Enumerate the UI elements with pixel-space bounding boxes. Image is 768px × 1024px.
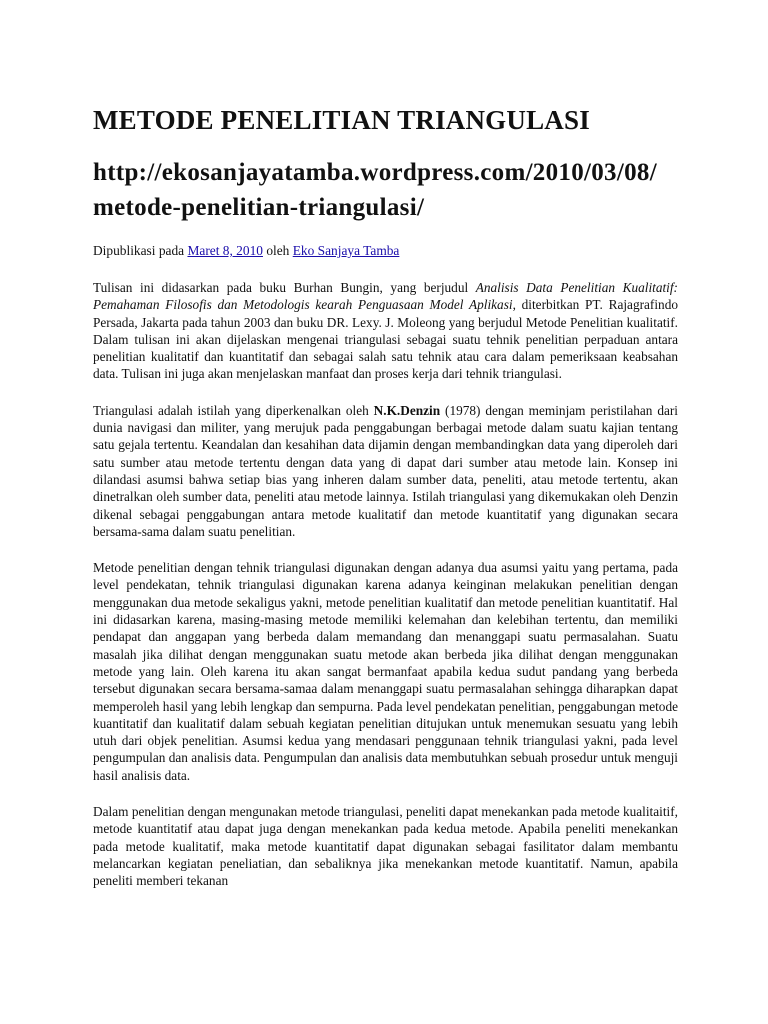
book-title: Analisis Data Penelitian Kualitatif: Pemahaman Filosofis dan Metodologis kearah Penguasaan Model Aplikasi bbox=[93, 280, 678, 313]
paragraph-2 bbox=[93, 402, 678, 540]
paragraph-1-text-b: , diterbitkan PT. Rajagrafindo Persada, Jakarta pada tahun 2003 dan buku DR. Lexy. J. Moleong yang berjudul Metode Penelitian kualitatif. Dalam tulisan ini akan dijelaskan mengenai triangulasi sebagai suatu tehnik penelitian perpaduan antara penelitian kualitatif dan kuantitatif dan sebagai salah satu tehnik atau cara dalam pemeriksaan keabsahan data. Tulisan ini juga akan menjelaskan manfaat dan proses kerja dari tehnik triangulasi. bbox=[93, 297, 678, 382]
paragraph-1 bbox=[93, 279, 678, 383]
post-meta bbox=[93, 241, 678, 261]
source-url: http://ekosanjayatamba.wordpress.com/2010/03/08/metode-penelitian-triangulasi/ bbox=[93, 159, 657, 221]
paragraph-3: Metode penelitian dengan tehnik triangulasi digunakan dengan adanya dua asumsi yaitu yang pertama, pada level pendekatan, tehnik triangulasi digunakan karena adanya keinginan melakukan penelitian dengan menggunakan dua metode sekaligus yakni, metode penelitian kualitatif dan metode penelitian kuantitatif. Hal ini didasarkan karena, masing-masing metode memiliki kelemahan dan kelebihan tertentu, dan memiliki pendapat dan anggapan yang berbeda dalam memandang dan menanggapi suatu permasalahan. Suatu masalah jika dilihat dengan menggunakan suatu metode akan berbeda jika dilihat dengan menggunakan metode yang lain. Oleh karena itu akan sangat bermanfaat apabila kedua sudut pandang yang berbeda tersebut digunakan secara bersama-samaa dalam menanggapi suatu permasalahan sehingga diharapkan dapat memperoleh hasil yang lebih lengkap dan sempurna. Pada level pendekatan penelitian, penggabungan metode kuantitatif dan kualitatif dalam sebuah kegiatan penelitian ditujukan untuk menemukan sesuatu yang lebih utuh dari objek penelitian. Asumsi kedua yang mendasari penggunaan tehnik triangulasi yakni, pada level pengumpulan dan analisis data. Pengumpulan dan analisis data membutuhkan sebuah prosedur untuk menguji hasil analisis data. bbox=[93, 560, 678, 783]
author-link[interactable]: Eko Sanjaya Tamba bbox=[292, 243, 400, 258]
page-title: METODE PENELITIAN TRIANGULASI bbox=[93, 105, 590, 135]
meta-prefix: Dipublikasi pada bbox=[93, 243, 188, 258]
paragraph-2-text-b: (1978) dengan meminjam peristilahan dari dunia navigasi dan militer, yang merujuk pada penggabungan berbagai metode dalam suatu kajian tentang satu gejala tertentu. Keandalan dan kesahihan data dijamin dengan membandingkan data yang diperoleh dari satu sumber atau metode tertentu dengan data yang di dapat dari sumber atau metode lain. Konsep ini dilandasi asumsi bahwa setiap bias yang inheren dalam sumber data, peneliti, atau metode tertentu, akan dinetralkan oleh sumber data, peneliti atau metode lainnya. Istilah triangulasi yang dikemukakan oleh Denzin dikenal sebagai penggabungan antara metode kualitatif dan metode kuantitatif yang digunakan secara bersama-sama dalam suatu penelitian. bbox=[93, 402, 678, 539]
author-name-bold: N.K.Denzin bbox=[373, 402, 441, 418]
date-link[interactable]: Maret 8, 2010 bbox=[187, 243, 263, 258]
paragraph-1-text-a: Tulisan ini didasarkan pada buku Burhan Bungin, yang berjudul bbox=[93, 280, 476, 295]
paragraph-2-text-a: Triangulasi adalah istilah yang diperkenalkan oleh bbox=[93, 402, 374, 418]
meta-by: oleh bbox=[262, 243, 293, 258]
paragraph-4: Dalam penelitian dengan mengunakan metode triangulasi, peneliti dapat menekankan pada metode kualitaitif, metode kuantitatif atau dapat juga dengan menekankan pada kedua metode. Apabila peneliti menekankan pada metode kualitatif, maka metode kuantitatif dapat digunakan sebagai fasilitator dalam membantu melancarkan kegiatan peneliatian, dan sebaliknya jika menekankan metode kuantitatif. Namun, apabila peneliti memberi tekanan bbox=[93, 804, 678, 889]
